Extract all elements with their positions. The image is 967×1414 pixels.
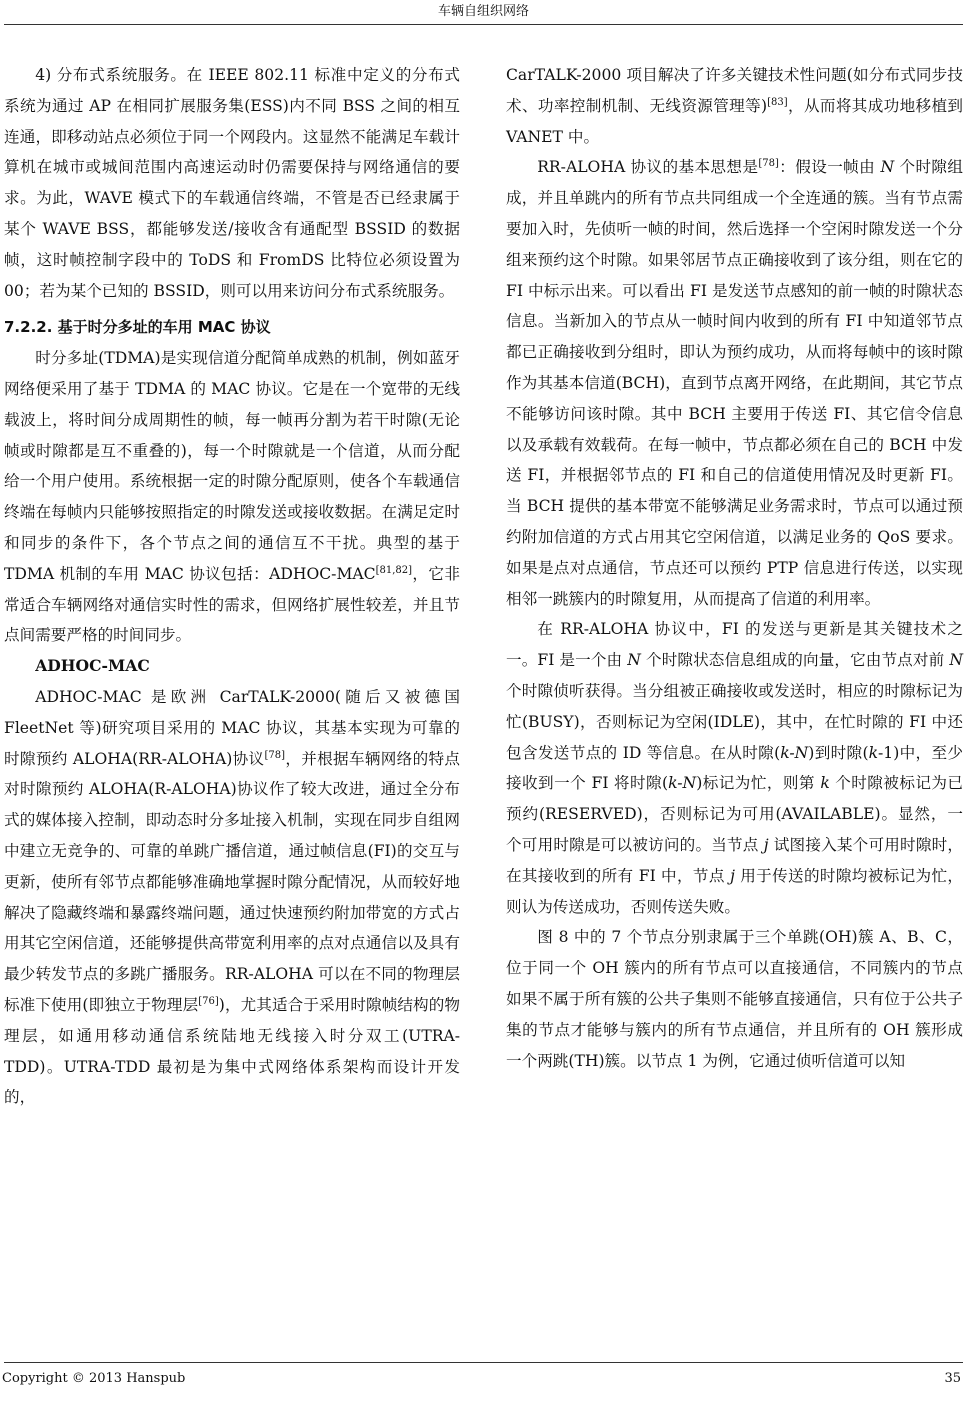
header-rule (4, 24, 963, 25)
math-variable: k-N (780, 743, 809, 762)
text-run: )，尤其适合于采用时隙帧结构的物理层，如通用移动通信系统陆地无线接入时分双工(UTRA-TDD)。UTRA-TDD 最初是为集中式网络体系架构而设计开发的， (4, 995, 460, 1107)
paragraph-figure-8: 图 8 中的 7 个节点分别隶属于三个单跳(OH)簇 A、B、C，位于同一个 OH 簇内的所有节点可以直接通信，不同簇内的节点如果不属于所有簇的公共子集则不能够直接通信，只有位于公共子集的节点才能够与簇内的所有节点通信，并且所有的 OH 簇形成一个两跳(TH)簇。以节点 1 为例，它通过侦听信道可以知 (506, 928, 963, 1070)
text-run: ，并根据车辆网络的特点对时隙预约 ALOHA(R-ALOHA)协议作了较大改进，通过全分布式的媒体接入控制，即动态时分多址接入机制，实现在同步自组网中建立无竞争的、可靠的单跳广播信道，通过帧信息(FI)的交互与更新，使所有邻节点都能够准确地掌握时隙分配情况，从而较好地解决了隐藏终端和暴露终端问题，通过快速预约附加带宽的方式占用其它空闲信道，还能够提供高带宽利用率的点对点通信以及具有最少转发节点的多跳广播服务。RR-ALOHA 可以在不同的物理层标准下使用(即独立于物理层 (4, 749, 460, 1014)
text-run: RR-ALOHA 协议的基本思想是 (537, 158, 759, 177)
text-run: 在 RR-ALOHA 协议中，FI 的发送与更新是其关键技术之一。FI 是一个由 (506, 620, 963, 670)
text-run: ：假设一帧由 (778, 158, 881, 177)
text-run: CarTALK-2000 项目解决了许多关键技术性问题(如分布式同步技术、功率控制机制、无线资源管理等) (506, 66, 963, 115)
footer-rule (4, 1362, 963, 1363)
text-run: 时分多址(TDMA)是实现信道分配简单成熟的机制，例如蓝牙网络便采用了基于 TDMA 的 MAC 协议。它是在一个宽带的无线载波上，将时间分成周期性的帧，每一帧再分割为若干时隙(无论帧或时隙都是互不重叠的)，每一个时隙就是一个信道，从而分配给一个用户使用。系统根据一定的时隙分配原则，使各个车载通信终端在每帧内只能够按照指定的时隙发送或接收数据。在满足定时和同步的条件下，各个节点之间的通信互不干扰。典型的基于 TDMA 机制的车用 MAC 协议包括：ADHOC-MAC (4, 349, 460, 583)
text-run: )到时隙( (808, 743, 869, 762)
math-variable: k (820, 774, 830, 793)
subsection-title: ADHOC-MAC (35, 656, 150, 676)
section-title: 7.2.2. 基于时分多址的车用 MAC 协议 (4, 318, 271, 337)
paragraph-rr-aloha-idea (506, 152, 963, 614)
math-variable: j (763, 835, 769, 854)
text-run: ADHOC-MAC 是欧洲 CarTALK-2000(随后又被德国 FleetNet 等)研究项目采用的 MAC 协议，其基本实现为可靠的时隙预约 ALOHA(RR-ALOHA)协议 (4, 687, 460, 768)
left-column (4, 60, 460, 1113)
paragraph-cartalk (506, 60, 963, 152)
math-variable: j (730, 866, 735, 885)
paragraph-tdma (4, 343, 460, 651)
text-run: 用于传送的时隙均被标记为忙，则认为传送成功，否则传送失败。 (506, 866, 963, 916)
citation: [83] (767, 96, 788, 108)
paragraph-adhoc-mac (4, 682, 460, 1113)
text-run: 试图接入某个可用时隙时，在其接收到的所有 FI 中，节点 (506, 835, 963, 885)
page-number: 35 (944, 1371, 961, 1386)
paragraph-distributed-service: 4) 分布式系统服务。在 IEEE 802.11 标准中定义的分布式系统为通过 AP 在相同扩展服务集(ESS)内不同 BSS 之间的相互连通，即移动站点必须位于同一个网段内。这显然不能满足车载计算机在城市或城间范围内高速运动时仍需要保持与网络通信的要求。为此，WAVE 模式下的车载通信终端，不管是否已经隶属于某个 WAVE BSS，都能够发送/接收含有通配型 BSSID 的数据帧，这时帧控制字段中的 ToDS 和 FromDS 比特位必须设置为 00；若为某个已知的 BSSID，则可以用来访问分布式系统服务。 (4, 66, 460, 300)
citation: [76] (198, 995, 219, 1007)
paragraph-fi-update (506, 614, 963, 922)
citation: [78] (264, 749, 285, 761)
math-variable: k (868, 743, 879, 762)
text-run: 个时隙状态信息组成的向量，它由节点对前 (640, 651, 950, 670)
text-run: 个时隙组成，并且单跳内的所有节点共同组成一个全连通的簇。当有节点需要加入时，先侦听一帧的时间，然后选择一个空闲时隙发送一个分组来预约这个时隙。如果邻居节点正确接收到了该分组，则在它的 FI 中标示出来。可以看出 FI 是发送节点感知的前一帧的时隙状态信息。当新加入的节点从一帧时间内收到的所有 FI 中知道邻节点都已正确接收到分组时，即认为预约成功，从而将每帧中的该时隙作为其基本信道(BCH)，直到节点离开网络，在此期间，其它节点不能够访问该时隙。其中 BCH 主要用于传送 FI、其它信令信息以及承载有效载荷。在每一帧中，节点都必须在自己的 BCH 中发送 FI，并根据邻节点的 FI 和自己的信道使用情况及时更新 FI。当 BCH 提供的基本带宽不能够满足业务需求时，节点可以通过预约附加信道的方式占用其它空闲信道，以满足业务的 QoS 要求。如果是点对点通信，节点还可以预约 PTP 信息进行传送，以实现相邻一跳簇内的时隙复用，从而提高了信道的利用率。 (506, 158, 964, 608)
text-run: 个时隙侦听获得。当分组被正确接收或发送时，相应的时隙标记为忙(BUSY)，否则标记为空闲(IDLE)，其中，在忙时隙的 FI 中还包含发送节点的 ID 等信息。在从时隙( (506, 681, 963, 762)
math-variable: N (949, 651, 963, 670)
citation: [81,82] (375, 564, 413, 576)
text-run: ，从而将其成功地移植到 VANET 中。 (506, 96, 963, 146)
text-run: -1)中，至少接收到一个 FI 将时隙( (506, 743, 963, 793)
text-run: 个时隙被标记为已预约(RESERVED)，否则标记为可用(AVAILABLE)。显然，一个可用时隙是可以被访问的。当节点 (506, 774, 963, 854)
citation: [78] (758, 158, 779, 170)
copyright: Copyright © 2013 Hanspub (2, 1371, 186, 1386)
running-title: 车辆自组织网络 (437, 4, 529, 19)
math-variable: N (880, 158, 895, 177)
math-variable: k-N (668, 774, 697, 793)
text-run: ，它非常适合车辆网络对通信实时性的需求，但网络扩展性较差，并且节点间需要严格的时间同步。 (4, 564, 460, 645)
text-run: )标记为忙，则第 (696, 774, 821, 793)
math-variable: N (627, 651, 641, 670)
right-column (506, 60, 963, 1076)
